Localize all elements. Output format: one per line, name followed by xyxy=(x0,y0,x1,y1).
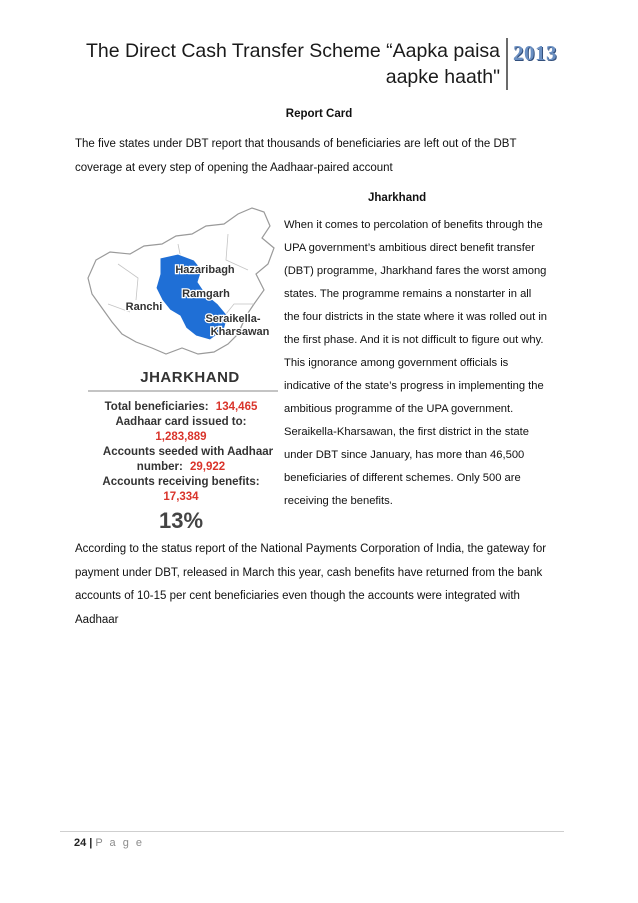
body-column xyxy=(284,214,569,513)
stat-total xyxy=(105,401,258,413)
header-title xyxy=(60,38,500,90)
body-line: Seraikella-Kharsawan, the first district in the state xyxy=(284,426,529,438)
closing-line: accounts of 10-15 per cent beneficiaries even though the accounts were integrated with xyxy=(75,590,520,602)
jharkhand-infographic xyxy=(78,204,283,539)
closing-line: According to the status report of the National Payments Corporation of India, the gateway for xyxy=(75,543,547,555)
stat-aadhaar-value: 1,283,889 xyxy=(155,431,207,443)
section-title: Report Card xyxy=(285,108,353,120)
body-line: states. The programme remains a nonstarter in all xyxy=(284,288,532,300)
stat-seeded-label-2: number: xyxy=(136,461,183,473)
stat-receiving-label: Accounts receiving benefits: xyxy=(102,476,260,488)
district-label-ramgarh: Ramgarh xyxy=(182,288,230,300)
district-label-seraikella: Seraikella- xyxy=(205,313,261,325)
stat-seeded xyxy=(137,461,225,473)
stat-receiving-value: 17,334 xyxy=(163,491,199,503)
body-line: the first phase. And it is not difficult to figure out why. xyxy=(284,334,544,346)
district-label-hazaribagh: Hazaribagh xyxy=(175,264,235,276)
district-label-ranchi: Ranchi xyxy=(125,301,163,313)
body-line: When it comes to percolation of benefits through the xyxy=(284,219,543,231)
page-word: P a g e xyxy=(95,837,144,849)
stat-seeded-label-1: Accounts seeded with Aadhaar xyxy=(102,446,274,458)
footer-rule xyxy=(60,831,564,832)
district-label-kharsawan: Kharsawan xyxy=(210,326,270,338)
stat-percent: 13% xyxy=(158,508,204,533)
body-line: (DBT) programme, Jharkhand fares the worst among xyxy=(284,265,547,277)
body-line: under DBT since January, has more than 46,500 xyxy=(284,449,525,461)
body-line: ambitious programme of the UPA government. xyxy=(284,403,514,415)
closing-line: Aadhaar xyxy=(75,613,119,626)
header-divider xyxy=(506,38,508,90)
header-title-line2: aapke haath" xyxy=(385,66,500,88)
stat-total-value: 134,465 xyxy=(215,401,258,413)
body-line: receiving the benefits. xyxy=(284,495,393,507)
intro-paragraph xyxy=(75,133,575,180)
stat-total-label: Total beneficiaries: xyxy=(104,401,209,413)
body-line: UPA government’s ambitious direct benefit transfer xyxy=(284,242,535,254)
closing-line: payment under DBT, released in March this year, cash benefits have returned from the bank xyxy=(75,566,543,579)
stat-aadhaar-label: Aadhaar card issued to: xyxy=(115,416,247,428)
state-name-label: JHARKHAND xyxy=(140,369,240,386)
page-number: 24 xyxy=(74,837,87,849)
header-title-line1: The Direct Cash Transfer Scheme “Aapka paisa xyxy=(85,40,500,62)
body-line: indicative of the state’s progress in implementing the xyxy=(284,380,544,392)
body-line: This ignorance among government officials is xyxy=(284,357,509,369)
page-footer xyxy=(74,837,144,849)
intro-line: The five states under DBT report that thousands of beneficiaries are left out of the DBT xyxy=(75,138,517,150)
state-title: Jharkhand xyxy=(368,192,427,204)
intro-line: coverage at every step of opening the Aadhaar-paired account xyxy=(75,161,393,174)
jharkhand-figure xyxy=(78,204,283,539)
body-line: beneficiaries of different schemes. Only 500 are xyxy=(284,472,521,484)
header-year: 2013 xyxy=(513,41,557,65)
body-line: the four districts in the state where it was rolled out in xyxy=(284,311,548,323)
stat-seeded-value: 29,922 xyxy=(190,461,226,473)
footer-separator: | xyxy=(89,837,93,849)
closing-paragraph xyxy=(75,538,575,632)
